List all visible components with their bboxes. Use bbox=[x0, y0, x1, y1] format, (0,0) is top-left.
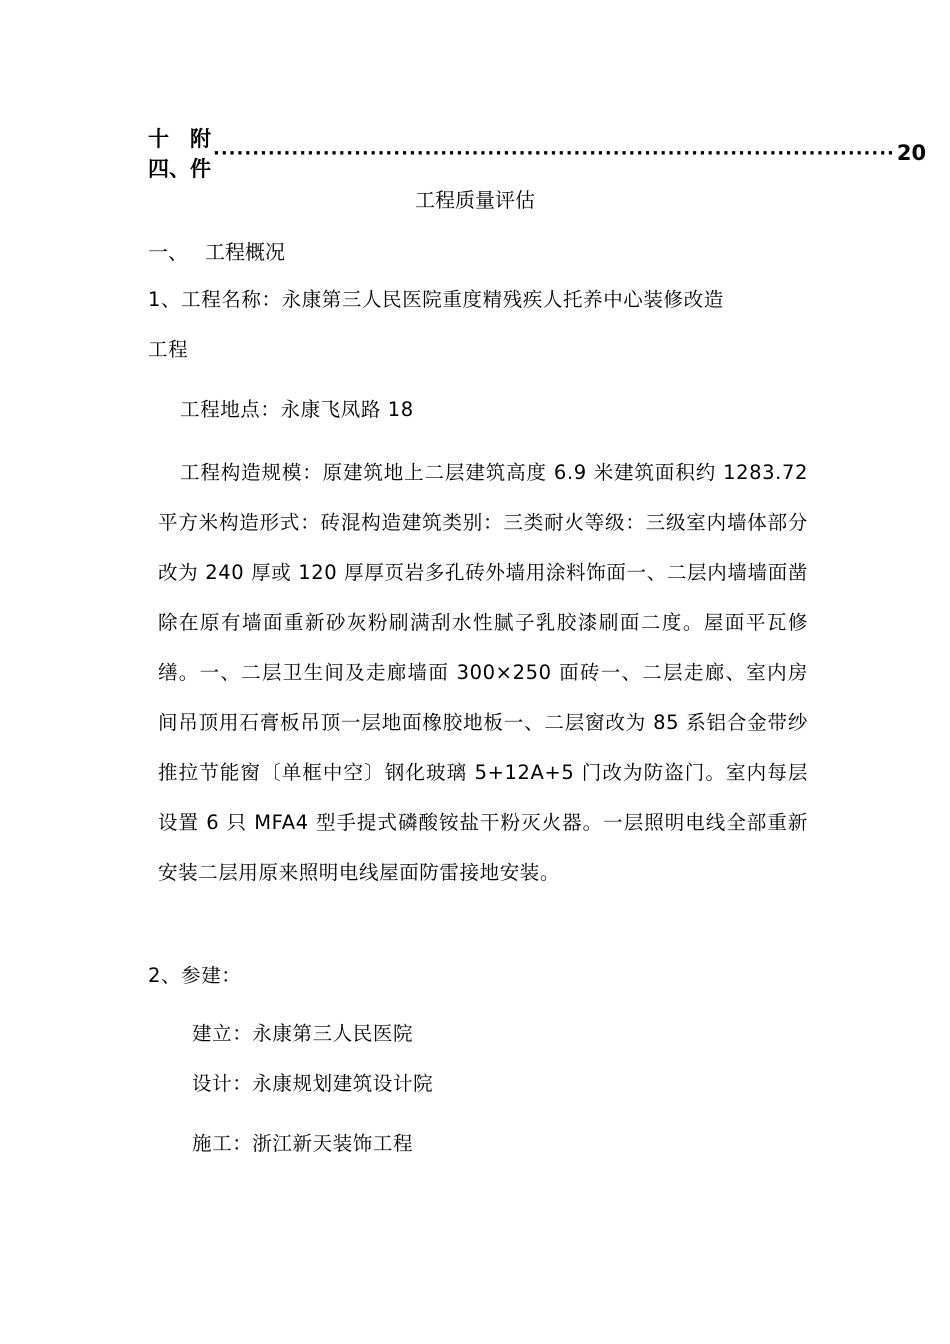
construction-unit: 施工：浙江新天装饰工程 bbox=[192, 1132, 414, 1155]
toc-dot-leader: ······················································································· bbox=[213, 142, 895, 164]
toc-entry[interactable] bbox=[148, 127, 927, 181]
document-title: 工程质量评估 bbox=[415, 188, 535, 212]
owner-unit: 建立：永康第三人民医院 bbox=[192, 1022, 414, 1045]
participants-heading: 2、参建： bbox=[148, 964, 242, 987]
toc-page-number: 20 bbox=[896, 141, 927, 165]
project-scale-paragraph: 工程构造规模：原建筑地上二层建筑高度 6.9 米建筑面积约 1283.72 平方米构造形式：砖混构造建筑类别：三类耐火等级：三级室内墙体部分改为 240 厚或 120 厚厚页岩多孔砖外墙用涂料饰面一、二层内墙墙面凿除在原有墙面重新砂灰粉刷满刮水性腻子乳胶漆刷面二度。屋面平瓦修缮。一、二层卫生间及走廊墙面 300×250 面砖一、二层走廊、室内房间吊顶用石膏板吊顶一层地面橡胶地板一、二层窗改为 85 系铝合金带纱推拉节能窗〔单框中空〕钢化玻璃 5+12A+5 门改为防盗门。室内每层设置 6 只 MFA4 型手提式磷酸铵盐干粉灭火器。一层照明电线全部重新安装二层用原来照明电线屋面防雷接地安装。 bbox=[158, 461, 808, 884]
project-name-line-1: 1、工程名称：永康第三人民医院重度精残疾人托养中心装修改造 bbox=[148, 288, 724, 311]
project-location: 工程地点：永康飞凤路 18 bbox=[180, 398, 414, 421]
section-heading bbox=[148, 236, 285, 265]
section-number: 一、 bbox=[148, 240, 188, 264]
toc-entry-title: 附件 bbox=[190, 127, 211, 181]
project-name-line-2: 工程 bbox=[148, 338, 189, 361]
design-unit: 设计：永康规划建筑设计院 bbox=[192, 1072, 434, 1095]
section-title: 工程概况 bbox=[205, 240, 285, 264]
toc-entry-number: 十四、 bbox=[148, 127, 190, 181]
